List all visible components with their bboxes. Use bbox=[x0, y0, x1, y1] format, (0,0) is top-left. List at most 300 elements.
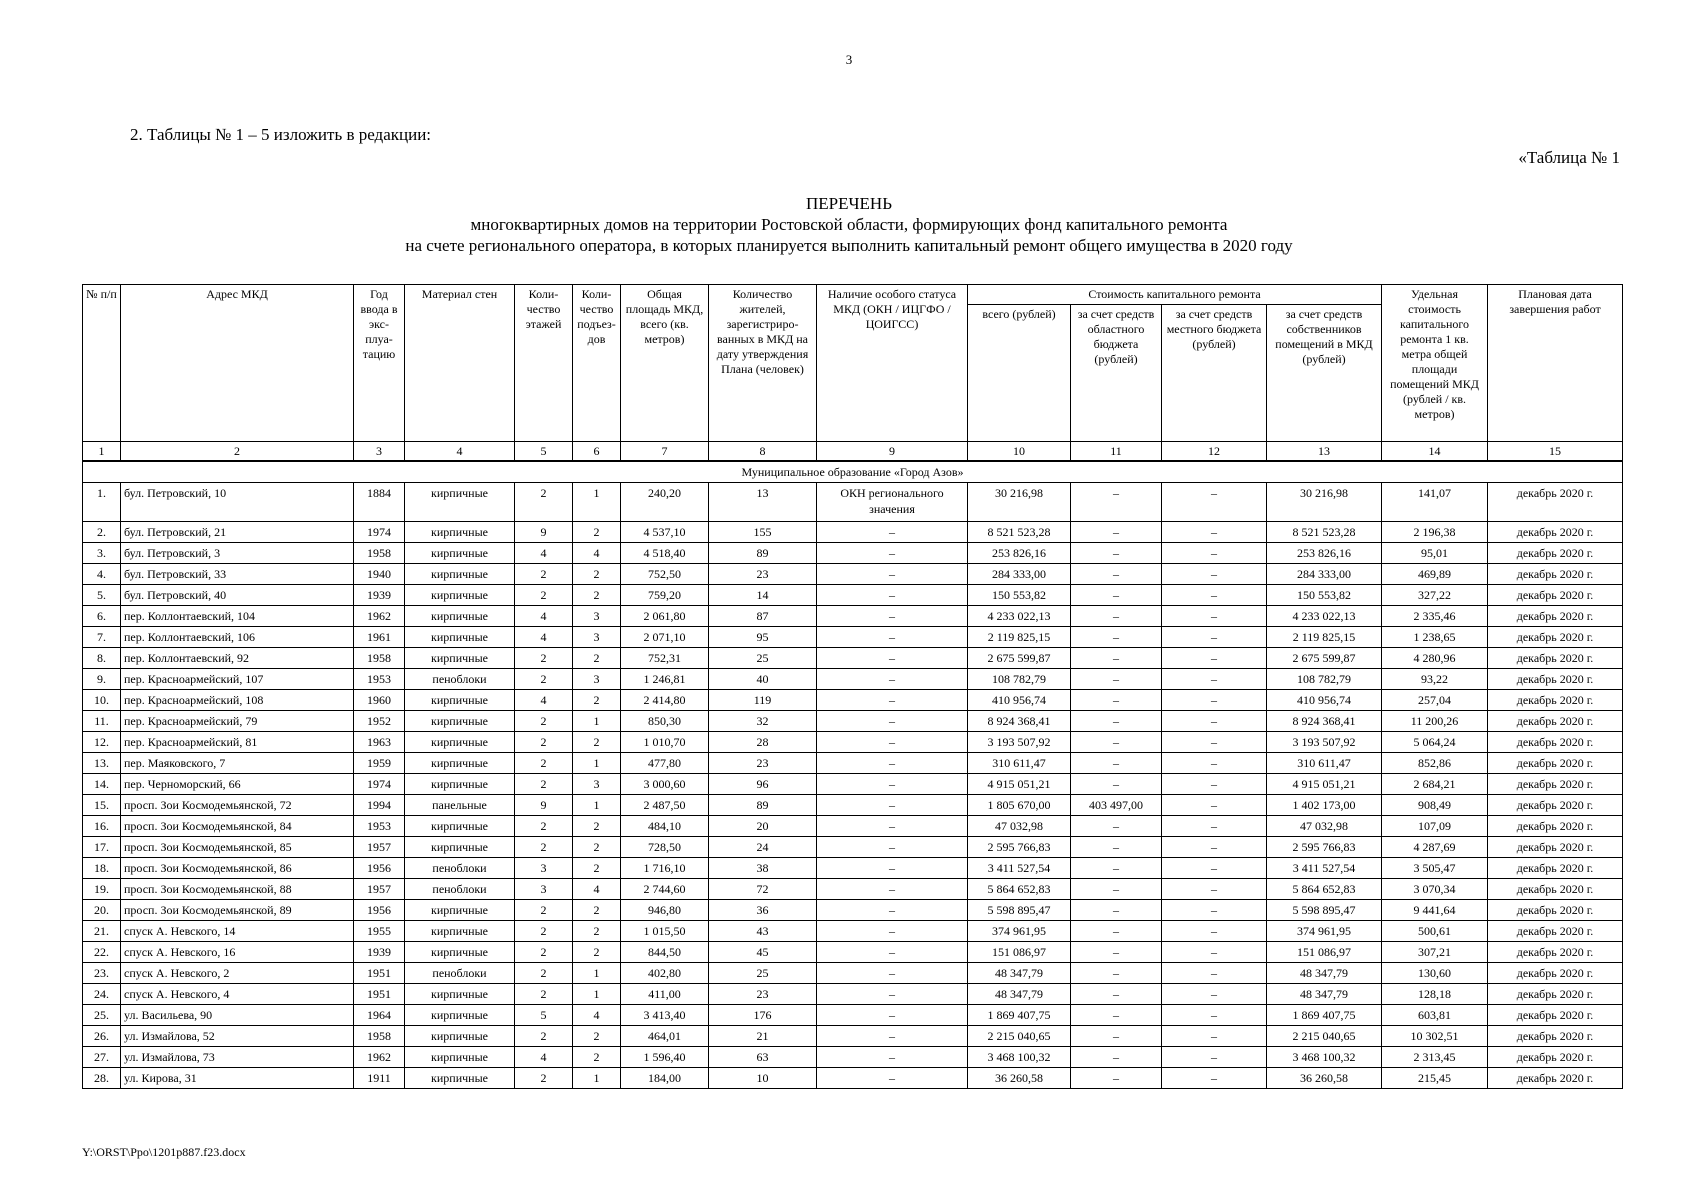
table-row bbox=[83, 984, 1623, 1005]
cell-residents: 13 bbox=[709, 483, 817, 522]
cell-special-status: – bbox=[817, 690, 968, 711]
cell-end-date: декабрь 2020 г. bbox=[1488, 900, 1623, 921]
cell-cost-owners: 108 782,79 bbox=[1267, 669, 1382, 690]
cell-residents: 40 bbox=[709, 669, 817, 690]
cell-address: просп. Зои Космодемьянской, 72 bbox=[121, 795, 354, 816]
cell-year: 1960 bbox=[354, 690, 405, 711]
table-row bbox=[83, 564, 1623, 585]
cell-address: пер. Красноармейский, 79 bbox=[121, 711, 354, 732]
cell-floors: 2 bbox=[515, 648, 573, 669]
cell-cost-total: 410 956,74 bbox=[968, 690, 1071, 711]
cell-end-date: декабрь 2020 г. bbox=[1488, 753, 1623, 774]
cell-total-area: 1 596,40 bbox=[621, 1047, 709, 1068]
cell-entrances: 2 bbox=[573, 900, 621, 921]
cell-cost-total: 310 611,47 bbox=[968, 753, 1071, 774]
cell-entrances: 4 bbox=[573, 543, 621, 564]
cell-cost-local: – bbox=[1162, 963, 1267, 984]
cell-cost-total: 374 961,95 bbox=[968, 921, 1071, 942]
cell-entrances: 1 bbox=[573, 984, 621, 1005]
cell-cost-local: – bbox=[1162, 816, 1267, 837]
cell-end-date: декабрь 2020 г. bbox=[1488, 816, 1623, 837]
cell-year: 1962 bbox=[354, 1047, 405, 1068]
cell-cost-regional: – bbox=[1071, 879, 1162, 900]
column-number: 3 bbox=[354, 442, 405, 462]
cell-cost-regional: – bbox=[1071, 1005, 1162, 1026]
cell-cost-owners: 3 411 527,54 bbox=[1267, 858, 1382, 879]
cell-year: 1963 bbox=[354, 732, 405, 753]
cell-cost-regional: – bbox=[1071, 1047, 1162, 1068]
cell-floors: 2 bbox=[515, 837, 573, 858]
cell-address: ул. Измайлова, 73 bbox=[121, 1047, 354, 1068]
cell-address: пер. Коллонтаевский, 92 bbox=[121, 648, 354, 669]
cell-end-date: декабрь 2020 г. bbox=[1488, 1047, 1623, 1068]
header-area: Общая площадь МКД, всего (кв. метров) bbox=[621, 285, 709, 442]
cell-entrances: 2 bbox=[573, 1026, 621, 1047]
cell-wall-material: кирпичные bbox=[405, 900, 515, 921]
cell-residents: 20 bbox=[709, 816, 817, 837]
cell-year: 1958 bbox=[354, 1026, 405, 1047]
column-number: 5 bbox=[515, 442, 573, 462]
cell-floors: 2 bbox=[515, 1026, 573, 1047]
cell-total-area: 2 061,80 bbox=[621, 606, 709, 627]
cell-cost-local: – bbox=[1162, 753, 1267, 774]
header-year: Год ввода в экс-плуа-тацию bbox=[354, 285, 405, 442]
cell-address: просп. Зои Космодемьянской, 88 bbox=[121, 879, 354, 900]
cell-unit-cost: 603,81 bbox=[1382, 1005, 1488, 1026]
cell-special-status: – bbox=[817, 858, 968, 879]
column-number: 12 bbox=[1162, 442, 1267, 462]
cell-cost-owners: 253 826,16 bbox=[1267, 543, 1382, 564]
cell-special-status: – bbox=[817, 1026, 968, 1047]
table-row bbox=[83, 690, 1623, 711]
cell-cost-owners: 374 961,95 bbox=[1267, 921, 1382, 942]
cell-cost-regional: – bbox=[1071, 483, 1162, 522]
column-number: 4 bbox=[405, 442, 515, 462]
cell-row-number: 1. bbox=[83, 483, 121, 522]
cell-floors: 2 bbox=[515, 921, 573, 942]
cell-residents: 23 bbox=[709, 564, 817, 585]
cell-row-number: 6. bbox=[83, 606, 121, 627]
cell-year: 1951 bbox=[354, 984, 405, 1005]
cell-special-status: – bbox=[817, 942, 968, 963]
cell-floors: 5 bbox=[515, 1005, 573, 1026]
cell-cost-owners: 5 864 652,83 bbox=[1267, 879, 1382, 900]
table-reference: «Таблица № 1 bbox=[1518, 148, 1620, 167]
cell-special-status: – bbox=[817, 1005, 968, 1026]
cell-special-status: – bbox=[817, 627, 968, 648]
cell-year: 1959 bbox=[354, 753, 405, 774]
cell-wall-material: кирпичные bbox=[405, 585, 515, 606]
cell-address: ул. Кирова, 31 bbox=[121, 1068, 354, 1089]
header-cost-owners: за счет средств собственников помещений в МКД (рублей) bbox=[1267, 305, 1382, 442]
cell-wall-material: кирпичные bbox=[405, 753, 515, 774]
cell-cost-local: – bbox=[1162, 606, 1267, 627]
cell-floors: 3 bbox=[515, 879, 573, 900]
cell-wall-material: кирпичные bbox=[405, 732, 515, 753]
cell-address: просп. Зои Космодемьянской, 86 bbox=[121, 858, 354, 879]
cell-unit-cost: 5 064,24 bbox=[1382, 732, 1488, 753]
cell-cost-owners: 3 468 100,32 bbox=[1267, 1047, 1382, 1068]
column-number: 13 bbox=[1267, 442, 1382, 462]
cell-total-area: 4 518,40 bbox=[621, 543, 709, 564]
cell-total-area: 728,50 bbox=[621, 837, 709, 858]
cell-end-date: декабрь 2020 г. bbox=[1488, 564, 1623, 585]
page-number: 3 bbox=[845, 52, 853, 67]
cell-special-status: – bbox=[817, 774, 968, 795]
cell-special-status: – bbox=[817, 816, 968, 837]
cell-cost-total: 5 598 895,47 bbox=[968, 900, 1071, 921]
cell-wall-material: кирпичные bbox=[405, 648, 515, 669]
header-entrances: Коли-чество подъез-дов bbox=[573, 285, 621, 442]
cell-wall-material: пеноблоки bbox=[405, 669, 515, 690]
cell-address: ул. Измайлова, 52 bbox=[121, 1026, 354, 1047]
cell-unit-cost: 327,22 bbox=[1382, 585, 1488, 606]
cell-year: 1939 bbox=[354, 942, 405, 963]
cell-special-status: – bbox=[817, 753, 968, 774]
cell-row-number: 18. bbox=[83, 858, 121, 879]
cell-wall-material: кирпичные bbox=[405, 711, 515, 732]
cell-cost-regional: – bbox=[1071, 648, 1162, 669]
cell-end-date: декабрь 2020 г. bbox=[1488, 483, 1623, 522]
cell-floors: 2 bbox=[515, 753, 573, 774]
header-end-date: Плановая дата завершения работ bbox=[1488, 285, 1623, 442]
intro-text: 2. Таблицы № 1 – 5 изложить в редакции: bbox=[130, 125, 432, 144]
cell-cost-owners: 3 193 507,92 bbox=[1267, 732, 1382, 753]
cell-residents: 36 bbox=[709, 900, 817, 921]
cell-address: спуск А. Невского, 16 bbox=[121, 942, 354, 963]
cell-entrances: 3 bbox=[573, 669, 621, 690]
cell-cost-owners: 284 333,00 bbox=[1267, 564, 1382, 585]
cell-special-status: – bbox=[817, 564, 968, 585]
file-path-footer: Y:\ORST\Ppo\1201p887.f23.docx bbox=[82, 1145, 246, 1159]
cell-residents: 89 bbox=[709, 543, 817, 564]
cell-wall-material: кирпичные bbox=[405, 1047, 515, 1068]
cell-cost-regional: – bbox=[1071, 837, 1162, 858]
cell-total-area: 1 716,10 bbox=[621, 858, 709, 879]
table-row bbox=[83, 963, 1623, 984]
cell-cost-total: 47 032,98 bbox=[968, 816, 1071, 837]
cell-unit-cost: 3 070,34 bbox=[1382, 879, 1488, 900]
table-row bbox=[83, 1047, 1623, 1068]
header-residents: Количество жителей, зарегистриро-ванных в МКД на дату утверждения Плана (человек) bbox=[709, 285, 817, 442]
cell-cost-total: 5 864 652,83 bbox=[968, 879, 1071, 900]
cell-cost-local: – bbox=[1162, 1047, 1267, 1068]
title-line-3: на счете регионального оператора, в которых планируется выполнить капитальный ремонт общего имущества в 2020 году bbox=[405, 236, 1293, 255]
cell-unit-cost: 307,21 bbox=[1382, 942, 1488, 963]
cell-end-date: декабрь 2020 г. bbox=[1488, 627, 1623, 648]
cell-cost-owners: 1 402 173,00 bbox=[1267, 795, 1382, 816]
cell-wall-material: пеноблоки bbox=[405, 963, 515, 984]
cell-total-area: 850,30 bbox=[621, 711, 709, 732]
cell-row-number: 3. bbox=[83, 543, 121, 564]
table-row bbox=[83, 795, 1623, 816]
cell-address: пер. Красноармейский, 81 bbox=[121, 732, 354, 753]
column-number: 1 bbox=[83, 442, 121, 462]
cell-wall-material: кирпичные bbox=[405, 1026, 515, 1047]
cell-cost-local: – bbox=[1162, 543, 1267, 564]
cell-cost-regional: – bbox=[1071, 900, 1162, 921]
cell-floors: 2 bbox=[515, 900, 573, 921]
header-cost-regional: за счет средств областного бюджета (рублей) bbox=[1071, 305, 1162, 442]
cell-cost-local: – bbox=[1162, 732, 1267, 753]
cell-year: 1962 bbox=[354, 606, 405, 627]
cell-cost-owners: 48 347,79 bbox=[1267, 984, 1382, 1005]
cell-address: пер. Коллонтаевский, 104 bbox=[121, 606, 354, 627]
cell-cost-regional: – bbox=[1071, 921, 1162, 942]
cell-entrances: 3 bbox=[573, 627, 621, 648]
cell-special-status: – bbox=[817, 900, 968, 921]
cell-total-area: 844,50 bbox=[621, 942, 709, 963]
cell-total-area: 484,10 bbox=[621, 816, 709, 837]
cell-wall-material: кирпичные bbox=[405, 984, 515, 1005]
cell-address: просп. Зои Космодемьянской, 89 bbox=[121, 900, 354, 921]
header-floors: Коли-чество этажей bbox=[515, 285, 573, 442]
cell-floors: 4 bbox=[515, 1047, 573, 1068]
header-cost-total: всего (рублей) bbox=[968, 305, 1071, 442]
cell-cost-total: 284 333,00 bbox=[968, 564, 1071, 585]
table-row bbox=[83, 648, 1623, 669]
cell-unit-cost: 93,22 bbox=[1382, 669, 1488, 690]
cell-end-date: декабрь 2020 г. bbox=[1488, 606, 1623, 627]
column-number: 2 bbox=[121, 442, 354, 462]
cell-total-area: 752,50 bbox=[621, 564, 709, 585]
cell-cost-regional: – bbox=[1071, 732, 1162, 753]
table-row bbox=[83, 483, 1623, 522]
cell-end-date: декабрь 2020 г. bbox=[1488, 1026, 1623, 1047]
table-row bbox=[83, 1068, 1623, 1089]
cell-total-area: 2 071,10 bbox=[621, 627, 709, 648]
column-number: 15 bbox=[1488, 442, 1623, 462]
cell-cost-total: 3 411 527,54 bbox=[968, 858, 1071, 879]
cell-cost-local: – bbox=[1162, 795, 1267, 816]
cell-unit-cost: 2 684,21 bbox=[1382, 774, 1488, 795]
cell-floors: 2 bbox=[515, 483, 573, 522]
table-row bbox=[83, 627, 1623, 648]
cell-year: 1964 bbox=[354, 1005, 405, 1026]
cell-cost-owners: 30 216,98 bbox=[1267, 483, 1382, 522]
cell-residents: 119 bbox=[709, 690, 817, 711]
cell-address: бул. Петровский, 40 bbox=[121, 585, 354, 606]
cell-unit-cost: 4 280,96 bbox=[1382, 648, 1488, 669]
cell-residents: 25 bbox=[709, 963, 817, 984]
cell-cost-regional: – bbox=[1071, 669, 1162, 690]
cell-cost-local: – bbox=[1162, 585, 1267, 606]
header-num: № п/п bbox=[83, 285, 121, 442]
cell-row-number: 19. bbox=[83, 879, 121, 900]
cell-row-number: 28. bbox=[83, 1068, 121, 1089]
cell-year: 1884 bbox=[354, 483, 405, 522]
cell-address: бул. Петровский, 10 bbox=[121, 483, 354, 522]
cell-entrances: 1 bbox=[573, 1068, 621, 1089]
table-row bbox=[83, 732, 1623, 753]
cell-wall-material: кирпичные bbox=[405, 1005, 515, 1026]
cell-cost-owners: 151 086,97 bbox=[1267, 942, 1382, 963]
header-cost-local: за счет средств местного бюджета (рублей) bbox=[1162, 305, 1267, 442]
cell-floors: 2 bbox=[515, 585, 573, 606]
cell-cost-total: 151 086,97 bbox=[968, 942, 1071, 963]
table-row bbox=[83, 1026, 1623, 1047]
cell-floors: 2 bbox=[515, 564, 573, 585]
cell-entrances: 2 bbox=[573, 732, 621, 753]
title-line-1: ПЕРЕЧЕНЬ bbox=[806, 194, 892, 213]
cell-cost-regional: – bbox=[1071, 564, 1162, 585]
cell-cost-regional: – bbox=[1071, 606, 1162, 627]
cell-row-number: 15. bbox=[83, 795, 121, 816]
cell-year: 1974 bbox=[354, 774, 405, 795]
cell-special-status: – bbox=[817, 543, 968, 564]
table-row bbox=[83, 585, 1623, 606]
cell-floors: 2 bbox=[515, 774, 573, 795]
cell-floors: 4 bbox=[515, 543, 573, 564]
cell-cost-local: – bbox=[1162, 858, 1267, 879]
cell-cost-total: 4 915 051,21 bbox=[968, 774, 1071, 795]
table-row bbox=[83, 879, 1623, 900]
cell-end-date: декабрь 2020 г. bbox=[1488, 921, 1623, 942]
section-row bbox=[83, 461, 1623, 483]
cell-year: 1957 bbox=[354, 837, 405, 858]
cell-cost-total: 150 553,82 bbox=[968, 585, 1071, 606]
header-address: Адрес МКД bbox=[121, 285, 354, 442]
cell-wall-material: кирпичные bbox=[405, 606, 515, 627]
cell-unit-cost: 141,07 bbox=[1382, 483, 1488, 522]
cell-residents: 176 bbox=[709, 1005, 817, 1026]
cell-cost-local: – bbox=[1162, 483, 1267, 522]
cell-unit-cost: 469,89 bbox=[1382, 564, 1488, 585]
table-row bbox=[83, 858, 1623, 879]
cell-cost-local: – bbox=[1162, 648, 1267, 669]
table-row bbox=[83, 921, 1623, 942]
cell-year: 1958 bbox=[354, 543, 405, 564]
cell-floors: 2 bbox=[515, 669, 573, 690]
cell-address: пер. Красноармейский, 107 bbox=[121, 669, 354, 690]
cell-unit-cost: 2 335,46 bbox=[1382, 606, 1488, 627]
cell-cost-total: 108 782,79 bbox=[968, 669, 1071, 690]
column-number: 6 bbox=[573, 442, 621, 462]
cell-year: 1911 bbox=[354, 1068, 405, 1089]
document-title bbox=[0, 193, 1698, 256]
table-row bbox=[83, 669, 1623, 690]
cell-cost-owners: 8 924 368,41 bbox=[1267, 711, 1382, 732]
cell-total-area: 402,80 bbox=[621, 963, 709, 984]
cell-year: 1958 bbox=[354, 648, 405, 669]
cell-cost-total: 4 233 022,13 bbox=[968, 606, 1071, 627]
section-title: Муниципальное образование «Город Азов» bbox=[83, 461, 1623, 483]
cell-total-area: 411,00 bbox=[621, 984, 709, 1005]
cell-entrances: 1 bbox=[573, 711, 621, 732]
cell-cost-total: 3 193 507,92 bbox=[968, 732, 1071, 753]
cell-total-area: 240,20 bbox=[621, 483, 709, 522]
cell-row-number: 22. bbox=[83, 942, 121, 963]
cell-wall-material: кирпичные bbox=[405, 483, 515, 522]
cell-cost-local: – bbox=[1162, 984, 1267, 1005]
cell-end-date: декабрь 2020 г. bbox=[1488, 984, 1623, 1005]
cell-cost-owners: 4 233 022,13 bbox=[1267, 606, 1382, 627]
cell-special-status: – bbox=[817, 711, 968, 732]
cell-cost-regional: – bbox=[1071, 963, 1162, 984]
cell-floors: 3 bbox=[515, 858, 573, 879]
cell-cost-total: 253 826,16 bbox=[968, 543, 1071, 564]
cell-address: пер. Черноморский, 66 bbox=[121, 774, 354, 795]
cell-entrances: 2 bbox=[573, 942, 621, 963]
cell-address: ул. Васильева, 90 bbox=[121, 1005, 354, 1026]
cell-end-date: декабрь 2020 г. bbox=[1488, 1005, 1623, 1026]
cell-special-status: – bbox=[817, 648, 968, 669]
cell-cost-total: 30 216,98 bbox=[968, 483, 1071, 522]
cell-cost-owners: 47 032,98 bbox=[1267, 816, 1382, 837]
cell-row-number: 23. bbox=[83, 963, 121, 984]
title-line-2: многоквартирных домов на территории Ростовской области, формирующих фонд капитального ремонта bbox=[470, 215, 1228, 234]
cell-year: 1961 bbox=[354, 627, 405, 648]
cell-total-area: 1 010,70 bbox=[621, 732, 709, 753]
cell-year: 1940 bbox=[354, 564, 405, 585]
cell-cost-local: – bbox=[1162, 1068, 1267, 1089]
cell-special-status: – bbox=[817, 837, 968, 858]
cell-end-date: декабрь 2020 г. bbox=[1488, 669, 1623, 690]
cell-total-area: 184,00 bbox=[621, 1068, 709, 1089]
cell-row-number: 25. bbox=[83, 1005, 121, 1026]
cell-end-date: декабрь 2020 г. bbox=[1488, 795, 1623, 816]
cell-end-date: декабрь 2020 г. bbox=[1488, 837, 1623, 858]
cell-residents: 23 bbox=[709, 753, 817, 774]
cell-row-number: 13. bbox=[83, 753, 121, 774]
cell-residents: 38 bbox=[709, 858, 817, 879]
cell-year: 1956 bbox=[354, 900, 405, 921]
cell-cost-owners: 150 553,82 bbox=[1267, 585, 1382, 606]
cell-year: 1953 bbox=[354, 816, 405, 837]
cell-floors: 9 bbox=[515, 522, 573, 543]
cell-cost-local: – bbox=[1162, 837, 1267, 858]
cell-cost-regional: – bbox=[1071, 627, 1162, 648]
cell-residents: 96 bbox=[709, 774, 817, 795]
column-number: 10 bbox=[968, 442, 1071, 462]
cell-residents: 72 bbox=[709, 879, 817, 900]
header-cost-group: Стоимость капитального ремонта bbox=[968, 285, 1382, 305]
cell-special-status: – bbox=[817, 522, 968, 543]
table-row bbox=[83, 753, 1623, 774]
cell-cost-total: 2 119 825,15 bbox=[968, 627, 1071, 648]
column-number: 11 bbox=[1071, 442, 1162, 462]
cell-entrances: 1 bbox=[573, 795, 621, 816]
cell-wall-material: кирпичные bbox=[405, 564, 515, 585]
cell-end-date: декабрь 2020 г. bbox=[1488, 732, 1623, 753]
cell-entrances: 1 bbox=[573, 963, 621, 984]
cell-special-status: – bbox=[817, 921, 968, 942]
cell-year: 1952 bbox=[354, 711, 405, 732]
cell-cost-local: – bbox=[1162, 942, 1267, 963]
cell-special-status: – bbox=[817, 1068, 968, 1089]
cell-cost-total: 48 347,79 bbox=[968, 963, 1071, 984]
cell-floors: 4 bbox=[515, 606, 573, 627]
cell-wall-material: пеноблоки bbox=[405, 858, 515, 879]
cell-row-number: 5. bbox=[83, 585, 121, 606]
cell-entrances: 4 bbox=[573, 879, 621, 900]
cell-row-number: 7. bbox=[83, 627, 121, 648]
cell-wall-material: кирпичные bbox=[405, 627, 515, 648]
cell-wall-material: панельные bbox=[405, 795, 515, 816]
cell-special-status: – bbox=[817, 669, 968, 690]
buildings-table-wrapper bbox=[82, 284, 1623, 1089]
cell-unit-cost: 11 200,26 bbox=[1382, 711, 1488, 732]
cell-floors: 4 bbox=[515, 690, 573, 711]
table-row bbox=[83, 711, 1623, 732]
cell-cost-owners: 410 956,74 bbox=[1267, 690, 1382, 711]
column-numbers-row bbox=[83, 442, 1623, 462]
cell-row-number: 27. bbox=[83, 1047, 121, 1068]
cell-entrances: 2 bbox=[573, 522, 621, 543]
cell-unit-cost: 852,86 bbox=[1382, 753, 1488, 774]
cell-address: просп. Зои Космодемьянской, 85 bbox=[121, 837, 354, 858]
cell-address: спуск А. Невского, 2 bbox=[121, 963, 354, 984]
